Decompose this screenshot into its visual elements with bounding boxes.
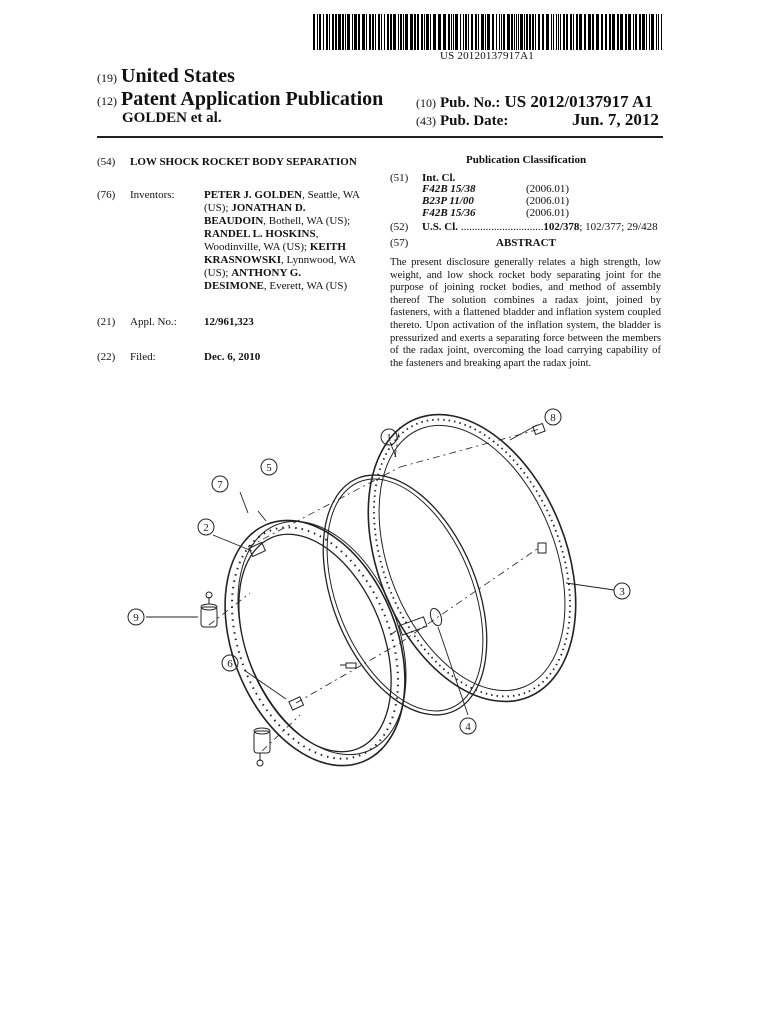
callout-5: [261, 459, 277, 475]
barcode-bar: [620, 14, 623, 50]
barcode-bar: [487, 14, 490, 50]
uscl-main: 102/378: [543, 221, 580, 233]
barcode-bar: [332, 14, 334, 50]
barcode-bar: [617, 14, 619, 50]
barcode-bar: [465, 14, 467, 50]
barcode-bar: [438, 14, 441, 50]
barcode-bar: [592, 14, 594, 50]
barcode-bar: [453, 14, 454, 50]
barcode-bar: [403, 14, 404, 50]
barcode-bar: [499, 14, 500, 50]
barcode-bar: [410, 14, 413, 50]
barcode-bar: [481, 14, 484, 50]
barcode-bar: [658, 14, 659, 50]
classification-heading: Publication Classification: [466, 154, 587, 166]
abstract-heading: ABSTRACT: [496, 237, 556, 249]
barcode-bar: [426, 14, 429, 50]
header-divider: [97, 136, 663, 138]
barcode-bar: [651, 14, 654, 50]
barcode-bar: [526, 14, 528, 50]
barcode-bar: [535, 14, 536, 50]
barcode-bar: [405, 14, 408, 50]
barcode-bar: [417, 14, 419, 50]
callout-label-2: 2: [203, 522, 209, 534]
callout-label-4: 4: [465, 721, 471, 733]
barcode-bar: [628, 14, 631, 50]
pubno-value: US 2012/0137917 A1: [504, 92, 653, 111]
barcode-bar: [514, 14, 515, 50]
barcode-bar: [338, 14, 341, 50]
callout-4: [460, 718, 476, 734]
barcode-bar: [381, 14, 382, 50]
appl-label: Appl. No.:: [130, 316, 177, 328]
barcode-bar: [546, 14, 549, 50]
barcode-bar: [639, 14, 641, 50]
barcode-bar: [563, 14, 565, 50]
barcode-bar: [518, 14, 519, 50]
intcl-class: F42B 15/38: [422, 183, 476, 195]
barcode-bar: [520, 14, 523, 50]
inventors-code: (76): [97, 189, 116, 201]
barcode-bar: [633, 14, 634, 50]
barcode-bar: [460, 14, 461, 50]
barcode-bar: [451, 14, 452, 50]
intcl-code: (51): [390, 172, 409, 184]
barcode-bar: [400, 14, 402, 50]
uscl-dots: ..............................: [458, 221, 544, 233]
barcode-bar: [576, 14, 578, 50]
barcode-bar: [329, 14, 330, 50]
barcode-bar: [393, 14, 396, 50]
intcl-version: (2006.01): [526, 183, 570, 195]
barcode-bar: [661, 14, 662, 50]
barcode-bar: [656, 14, 657, 50]
barcode-number: US 20120137917A1: [440, 50, 534, 62]
barcode-bar: [573, 14, 574, 50]
filed-value: Dec. 6, 2010: [204, 351, 261, 363]
barcode-bar: [468, 14, 469, 50]
inventor-name: PETER J. GOLDEN: [204, 189, 303, 201]
barcode-bar: [378, 14, 380, 50]
callout-3: [614, 583, 630, 599]
barcode-bar: [387, 14, 389, 50]
barcode-bar: [323, 14, 324, 50]
barcode-bar: [384, 14, 385, 50]
filed-code: (22): [97, 351, 116, 363]
pub-number-line: [416, 92, 653, 112]
barcode-bar: [478, 14, 479, 50]
invention-title: LOW SHOCK ROCKET BODY SEPARATION: [130, 156, 357, 168]
barcode-bar: [352, 14, 353, 50]
barcode-bar: [649, 14, 650, 50]
pubdate-label: Pub. Date:: [440, 113, 509, 129]
barcode-bar: [375, 14, 376, 50]
barcode-bar: [501, 14, 502, 50]
intcl-version: (2006.01): [526, 195, 570, 207]
callout-1: [381, 429, 397, 445]
barcode-bar: [579, 14, 582, 50]
callout-label-9: 9: [133, 612, 139, 624]
appl-value: 12/961,323: [204, 316, 254, 328]
country-name: United States: [121, 65, 235, 87]
intcl-version: (2006.01): [526, 207, 570, 219]
fitting-lower: [254, 728, 270, 766]
barcode-bar: [342, 14, 344, 50]
barcode-bar: [605, 14, 607, 50]
callout-label-3: 3: [619, 586, 625, 598]
barcode-bar: [542, 14, 544, 50]
uscl-label: U.S. Cl.: [422, 221, 459, 233]
barcode-bar: [566, 14, 568, 50]
barcode-bar: [609, 14, 611, 50]
barcode-bar: [313, 14, 315, 50]
barcode-bar: [430, 14, 431, 50]
pubdate-value: Jun. 7, 2012: [572, 110, 659, 129]
uscl-code: (52): [390, 221, 409, 233]
abstract-text: The present disclosure generally relates a high strength, low weight, and low shock rocket body separating joint for the purpose of joining rocket bodies, and method of assembly thereof The solution combines a radax joint, joined by fasteners, with a flattened bladder and inflation system coupled thereto. Upon activation of the inflation system, the bladder is pressurized and exerts a separating force between the members of the radax joint, overcoming the load carrying capability of the fasteners and breaking apart the radax joint.: [390, 257, 661, 369]
uscl-line: [422, 221, 658, 234]
barcode-bar: [398, 14, 399, 50]
callout-2: [198, 519, 214, 535]
callout-8: [545, 409, 561, 425]
inventor-location: , Bothell, WA (US);: [263, 215, 351, 227]
screw: [340, 663, 356, 668]
barcode-bar: [485, 14, 486, 50]
barcode-bar: [372, 14, 374, 50]
barcode-bar: [516, 14, 517, 50]
filed-label: Filed:: [130, 351, 156, 363]
barcode-bar: [588, 14, 591, 50]
barcode-bar: [511, 14, 513, 50]
barcode-bar: [503, 14, 505, 50]
inventors-list: [204, 189, 366, 293]
callout-label-1: 1: [386, 432, 392, 444]
barcode-bar: [529, 14, 531, 50]
barcode-bar: [475, 14, 477, 50]
barcode-bar: [570, 14, 572, 50]
barcode-bar: [369, 14, 371, 50]
barcode-bar: [317, 14, 318, 50]
callout-label-6: 6: [227, 658, 233, 670]
inventor-name: RANDEL L. HOSKINS: [204, 228, 316, 240]
title-code: (54): [97, 156, 116, 168]
inventors-label: Inventors:: [130, 189, 175, 201]
pubtype-code: (12): [97, 94, 117, 108]
barcode-bar: [455, 14, 458, 50]
barcode-bar: [524, 14, 525, 50]
inventor-name: JONATHAN D. BEAUDOIN: [204, 202, 306, 227]
inventor-location: , Everett, WA (US): [263, 280, 348, 292]
barcode-bar: [471, 14, 473, 50]
barcode-bar: [421, 14, 423, 50]
patent-drawing: [100, 395, 660, 775]
barcode-bar: [556, 14, 557, 50]
barcode-bar: [347, 14, 350, 50]
country-code: (19): [97, 71, 117, 85]
barcode-bar: [532, 14, 534, 50]
barcode-bar: [553, 14, 554, 50]
barcode-bar: [362, 14, 365, 50]
pubtype-line: [97, 88, 383, 111]
inventor-location: , Seattle, WA (US);: [204, 189, 360, 214]
barcode-bar: [625, 14, 627, 50]
callout-9: [128, 609, 144, 625]
abstract-code: (57): [390, 237, 409, 249]
barcode-bar: [443, 14, 446, 50]
applicant: GOLDEN et al.: [122, 110, 222, 126]
inventor-name: KEITH KRASNOWSKI: [204, 241, 346, 266]
alignment-lines: [209, 425, 540, 751]
barcode-bar: [424, 14, 425, 50]
barcode-bar: [538, 14, 540, 50]
inventor-location: , Woodinville, WA (US);: [204, 228, 319, 253]
barcode-bar: [463, 14, 464, 50]
barcode-bar: [551, 14, 552, 50]
barcode-bar: [646, 14, 647, 50]
callout-label-8: 8: [550, 412, 556, 424]
barcode-bar: [345, 14, 346, 50]
pubdate-code: (43): [416, 114, 436, 128]
intcl-label: Int. Cl.: [422, 172, 456, 184]
pub-date-line: [416, 112, 508, 130]
callout-label-5: 5: [266, 462, 272, 474]
barcode-bar: [492, 14, 494, 50]
callout-label-7: 7: [217, 479, 223, 491]
barcode-bar: [601, 14, 603, 50]
pubno-label: Pub. No.:: [440, 95, 501, 111]
intcl-class: B23P 11/00: [422, 195, 474, 207]
appl-code: (21): [97, 316, 116, 328]
barcode-bar: [390, 14, 392, 50]
fitting-part-9: [201, 592, 217, 627]
barcode-bar: [596, 14, 599, 50]
barcode-bar: [326, 14, 328, 50]
barcode-bar: [448, 14, 450, 50]
barcode: [313, 14, 662, 50]
barcode-bar: [584, 14, 586, 50]
barcode-bar: [612, 14, 615, 50]
country-line: [97, 65, 235, 88]
barcode-bar: [433, 14, 436, 50]
callout-7: [212, 476, 228, 492]
ring-part-8: [329, 395, 616, 732]
barcode-bar: [358, 14, 360, 50]
barcode-bar: [366, 14, 367, 50]
inventor-location: , Lynnwood, WA (US);: [204, 254, 356, 279]
inventor-name: ANTHONY G. DESIMONE: [204, 267, 302, 292]
barcode-bar: [496, 14, 497, 50]
barcode-bar: [335, 14, 337, 50]
barcode-bar: [319, 14, 321, 50]
pubtype-name: Patent Application Publication: [121, 88, 384, 110]
barcode-bar: [560, 14, 561, 50]
pubno-code: (10): [416, 96, 436, 110]
uscl-rest: ; 102/377; 29/428: [579, 221, 658, 233]
barcode-bar: [642, 14, 645, 50]
barcode-bar: [354, 14, 357, 50]
barcode-bar: [558, 14, 559, 50]
barcode-bar: [635, 14, 637, 50]
intcl-class: F42B 15/36: [422, 207, 476, 219]
barcode-bar: [414, 14, 416, 50]
barcode-bar: [507, 14, 510, 50]
